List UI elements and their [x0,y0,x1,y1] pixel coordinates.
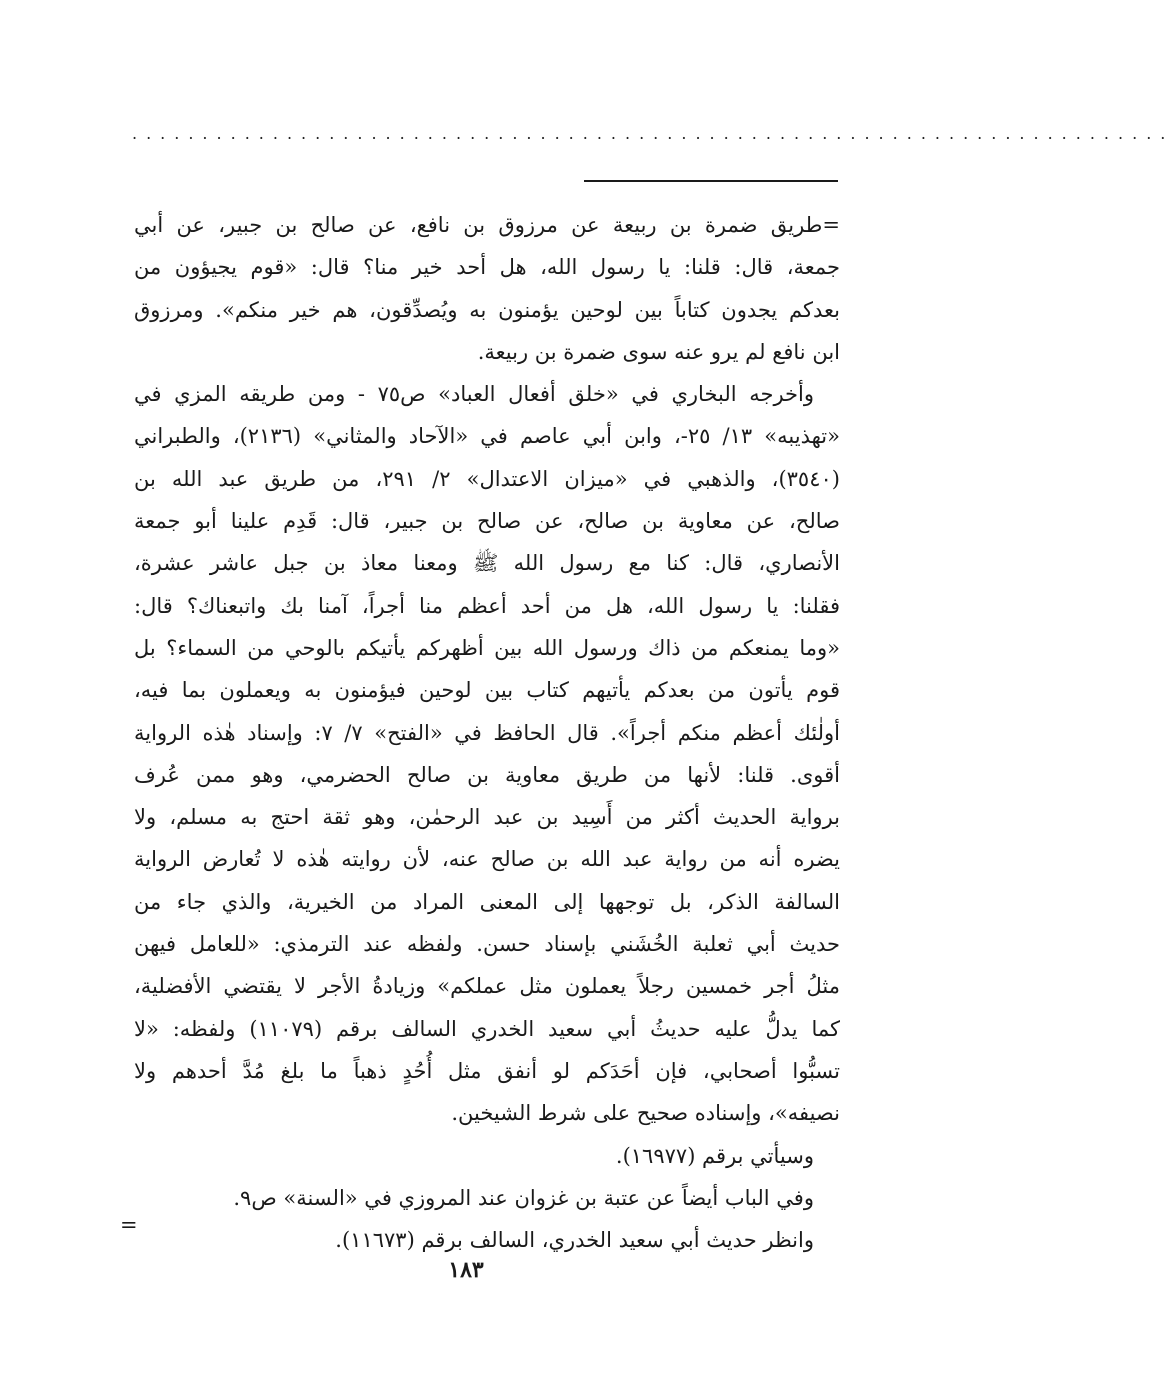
text-line: =طريق ضمرة بن ربيعة عن مرزوق بن نافع، عن صالح بن جبير، عن أبي [134,213,840,237]
text-line: مثلُ أجر خمسين رجلاً يعملون مثل عملكم» وزيادةُ الأجر لا يقتضي الأفضلية، [134,974,840,999]
text-line: حديث أبي ثعلبة الخُشَني بإسناد حسن. ولفظه عند الترمذي: «للعامل فيهن [134,932,840,957]
text-line: وفي الباب أيضاً عن عتبة بن غزوان عند المروزي في «السنة» ص٩. [233,1185,814,1210]
text-line: السالفة الذكر، بل توجهها إلى المعنى المراد من الخيرية، والذي جاء من [134,889,840,914]
text-line: (٣٥٤٠)، والذهبي في «ميزان الاعتدال» ٢/ ٢٩١، من طريق عبد الله بن [134,466,840,491]
text-line: برواية الحديث أكثر من أَسِيد بن عبد الرحمٰن، وهو ثقة احتج به مسلم، ولا [134,805,840,830]
text-line: يضره أنه من رواية عبد الله بن صالح عنه، لأن روايته هٰذه لا تُعارض الرواية [134,847,840,872]
text-line: وسيأتي برقم (١٦٩٧٧). [615,1143,814,1168]
text-line: نصيفه»، وإسناده صحيح على شرط الشيخين. [451,1101,840,1126]
text-line: قوم يأتون من بعدكم يأتيهم كتاب بين لوحين فيؤمنون به ويعملون بما فيه، [134,678,840,703]
text-line: صالح، عن معاوية بن صالح، عن صالح بن جبير، قال: قَدِم علينا أبو جمعة [134,509,840,534]
text-line: جمعة، قال: قلنا: يا رسول الله، هل أحد خير منا؟ قال: «قوم يجيؤون من [134,255,840,280]
page-number: ١٨٣ [448,1257,484,1283]
continuation-mark: = [120,1213,138,1237]
text-line: الأنصاري، قال: كنا مع رسول الله ﷺ ومعنا معاذ بن جبل عاشر عشرة، [134,551,840,576]
text-line: أقوى. قلنا: لأنها من طريق معاوية بن صالح الحضرمي، وهو ممن عُرف [134,762,840,787]
text-line: «وما يمنعكم من ذاك ورسول الله بين أظهركم يأتيكم بالوحي من السماء؟ بل [134,635,840,660]
text-line: وانظر حديث أبي سعيد الخدري، السالف برقم (١١٦٧٣). [335,1228,814,1253]
footnote-separator-dots: .......................................................................... [132,124,1174,143]
text-line: ابن نافع لم يرو عنه سوى ضمرة بن ربيعة. [477,339,840,364]
text-line: فقلنا: يا رسول الله، هل من أحد أعظم منا أجراً، آمنا بك واتبعناك؟ قال: [134,593,840,618]
text-line: تسبُّوا أصحابي، فإن أحَدَكم لو أنفق مثل أُحُدٍ ذهباً ما بلغ مُدَّ أحدهم ولا [134,1058,840,1083]
text-line: وأخرجه البخاري في «خلق أفعال العباد» ص٧٥ - ومن طريقه المزي في [134,382,814,407]
footnote-rule [584,180,838,182]
text-line: «تهذيبه» ١٣/ ٢٥-، وابن أبي عاصم في «الآحاد والمثاني» (٢١٣٦)، والطبراني [134,424,840,449]
text-line: أولٰئك أعظم منكم أجراً». قال الحافظ في «الفتح» ٧/ ٧: وإسناد هٰذه الرواية [134,720,840,745]
text-line: كما يدلُّ عليه حديثُ أبي سعيد الخدري السالف برقم (١١٠٧٩) ولفظه: «لا [134,1016,840,1041]
footnote-text [134,204,840,1261]
text-line: بعدكم يجدون كتاباً بين لوحين يؤمنون به ويُصدِّقون، هم خير منكم». ومرزوق [134,297,840,322]
